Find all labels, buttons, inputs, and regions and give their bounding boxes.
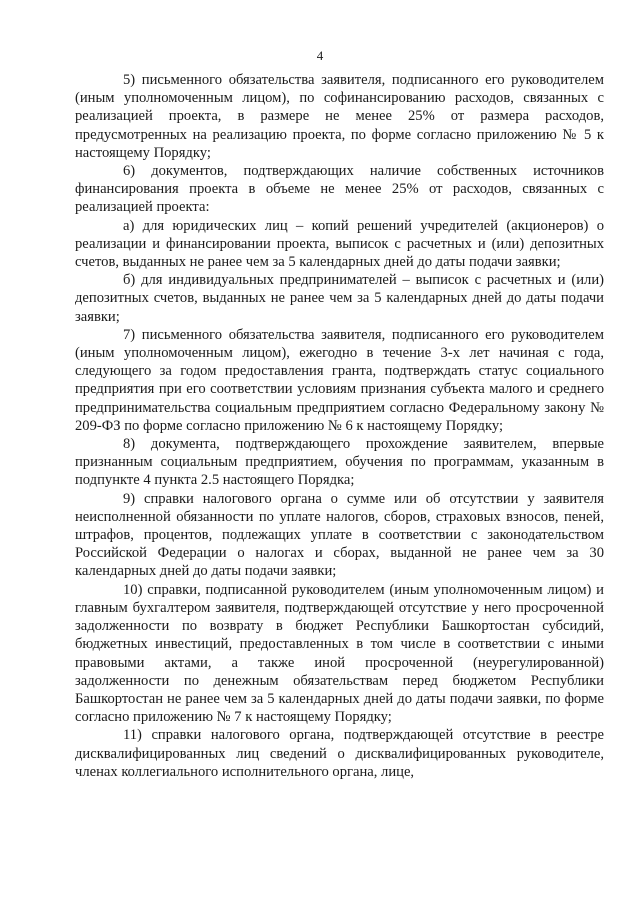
document-text-body bbox=[75, 71, 604, 781]
paragraph-subitem-b: б) для индивидуальных предпринимателей – выписок с расчетных и (или) депозитных счетов, выданных не ранее чем за 5 календарных дней до даты подачи заявки; bbox=[75, 272, 604, 325]
paragraph-item-5: 5) письменного обязательства заявителя, подписанного его руководителем (иным уполномоченным лицом), по софинансированию расходов, связанных с реализацией проекта, в размере не менее 25% от размера расходов, предусмотренных на реализацию проекта, по форме согласно приложению № 5 к настоящему Порядку; bbox=[75, 72, 604, 161]
page-number: 4 bbox=[316, 48, 324, 63]
paragraph-item-8: 8) документа, подтверждающего прохождение заявителем, впервые признанным социальным предприятием, обучения по программам, указанным в подпункте 4 пункта 2.5 настоящего Порядка; bbox=[75, 436, 604, 489]
paragraph-subitem-a: а) для юридических лиц – копий решений учредителей (акционеров) о реализации и финансировании проекта, выписок с расчетных и (или) депозитных счетов, выданных не ранее чем за 5 календарных дней до даты подачи заявки; bbox=[75, 217, 604, 271]
paragraph-item-11: 11) справки налогового органа, подтверждающей отсутствие в реестре дисквалифицированных лиц сведений о дисквалифицированных руководителе, членах коллегиального исполнительного органа, лице, bbox=[75, 727, 604, 780]
paragraph-item-10: 10) справки, подписанной руководителем (иным уполномоченным лицом) и главным бухгалтером заявителя, подтверждающей отсутствие у него просроченной задолженности по возврату в бюджет Республики Башкортостан субсидий, бюджетных инвестиций, предоставленных в том числе в соответствии с иными правовыми актами, а также иной просроченной (неурегулированной) задолженности по денежным обязательствам перед бюджетом Республики Башкортостан не ранее чем за 5 календарных дней до даты подачи заявки, по форме согласно приложению № 7 к настоящему Порядку; bbox=[75, 581, 604, 726]
paragraph-item-6: 6) документов, подтверждающих наличие собственных источников финансирования проекта в объеме не менее 25% от расходов, связанных с реализацией проекта: bbox=[75, 163, 604, 216]
paragraph-item-7: 7) письменного обязательства заявителя, подписанного его руководителем (иным уполномоченным лицом), ежегодно в течение 3-х лет начиная с года, следующего за годом предоставления гранта, подтверждать статус социального предприятия при его соответствии условиям признания субъекта малого и среднего предпринимательства социальным предприятием согласно Федеральному закону № 209-ФЗ по форме согласно приложению № 6 к настоящему Порядку; bbox=[75, 326, 604, 434]
paragraph-item-9: 9) справки налогового органа о сумме или об отсутствии у заявителя неисполненной обязанности по уплате налогов, сборов, страховых взносов, пеней, штрафов, процентов, подлежащих уплате в соответствии с законодательством Российской Федерации о налогах и сборах, выданной не ранее чем за 30 календарных дней до даты подачи заявки; bbox=[75, 490, 604, 580]
